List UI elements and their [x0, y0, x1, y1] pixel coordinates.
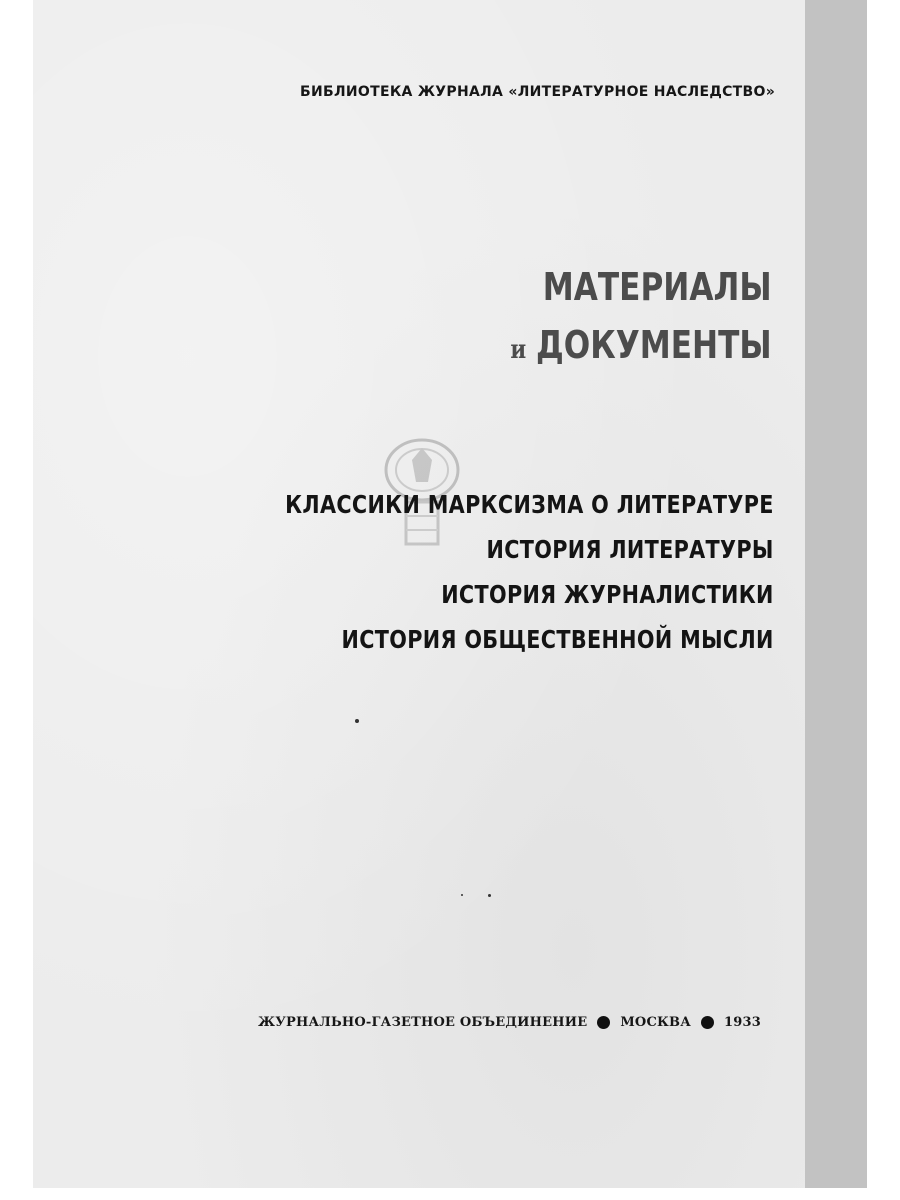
publication-year: 1933 — [724, 1015, 761, 1030]
main-title-conjunction: и — [510, 335, 527, 365]
imprint-line — [258, 1015, 778, 1030]
ink-speck — [461, 894, 463, 896]
bullet-icon — [701, 1016, 714, 1029]
subject-list — [285, 482, 774, 662]
main-title — [511, 258, 772, 379]
publication-city: МОСКВА — [620, 1015, 691, 1030]
subject-item: ИСТОРИЯ ЛИТЕРАТУРЫ — [486, 535, 774, 564]
subject-item: КЛАССИКИ МАРКСИЗМА О ЛИТЕРАТУРЕ — [285, 490, 774, 519]
publisher-name: ЖУРНАЛЬНО-ГАЗЕТНОЕ ОБЪЕДИНЕНИЕ — [258, 1015, 588, 1030]
main-title-line-2-text: ДОКУМЕНТЫ — [536, 323, 772, 367]
bullet-icon — [597, 1016, 610, 1029]
subject-item: ИСТОРИЯ ОБЩЕСТВЕННОЙ МЫСЛИ — [341, 625, 774, 654]
subject-item: ИСТОРИЯ ЖУРНАЛИСТИКИ — [441, 580, 774, 609]
main-title-line-1: МАТЕРИАЛЫ — [543, 265, 772, 309]
ink-speck — [355, 719, 359, 723]
series-title: БИБЛИОТЕКА ЖУРНАЛА «ЛИТЕРАТУРНОЕ НАСЛЕДСТВО» — [300, 84, 776, 100]
ink-speck — [488, 894, 491, 897]
main-title-line-2 — [511, 316, 772, 379]
scanner-edge-strip — [805, 0, 867, 1188]
